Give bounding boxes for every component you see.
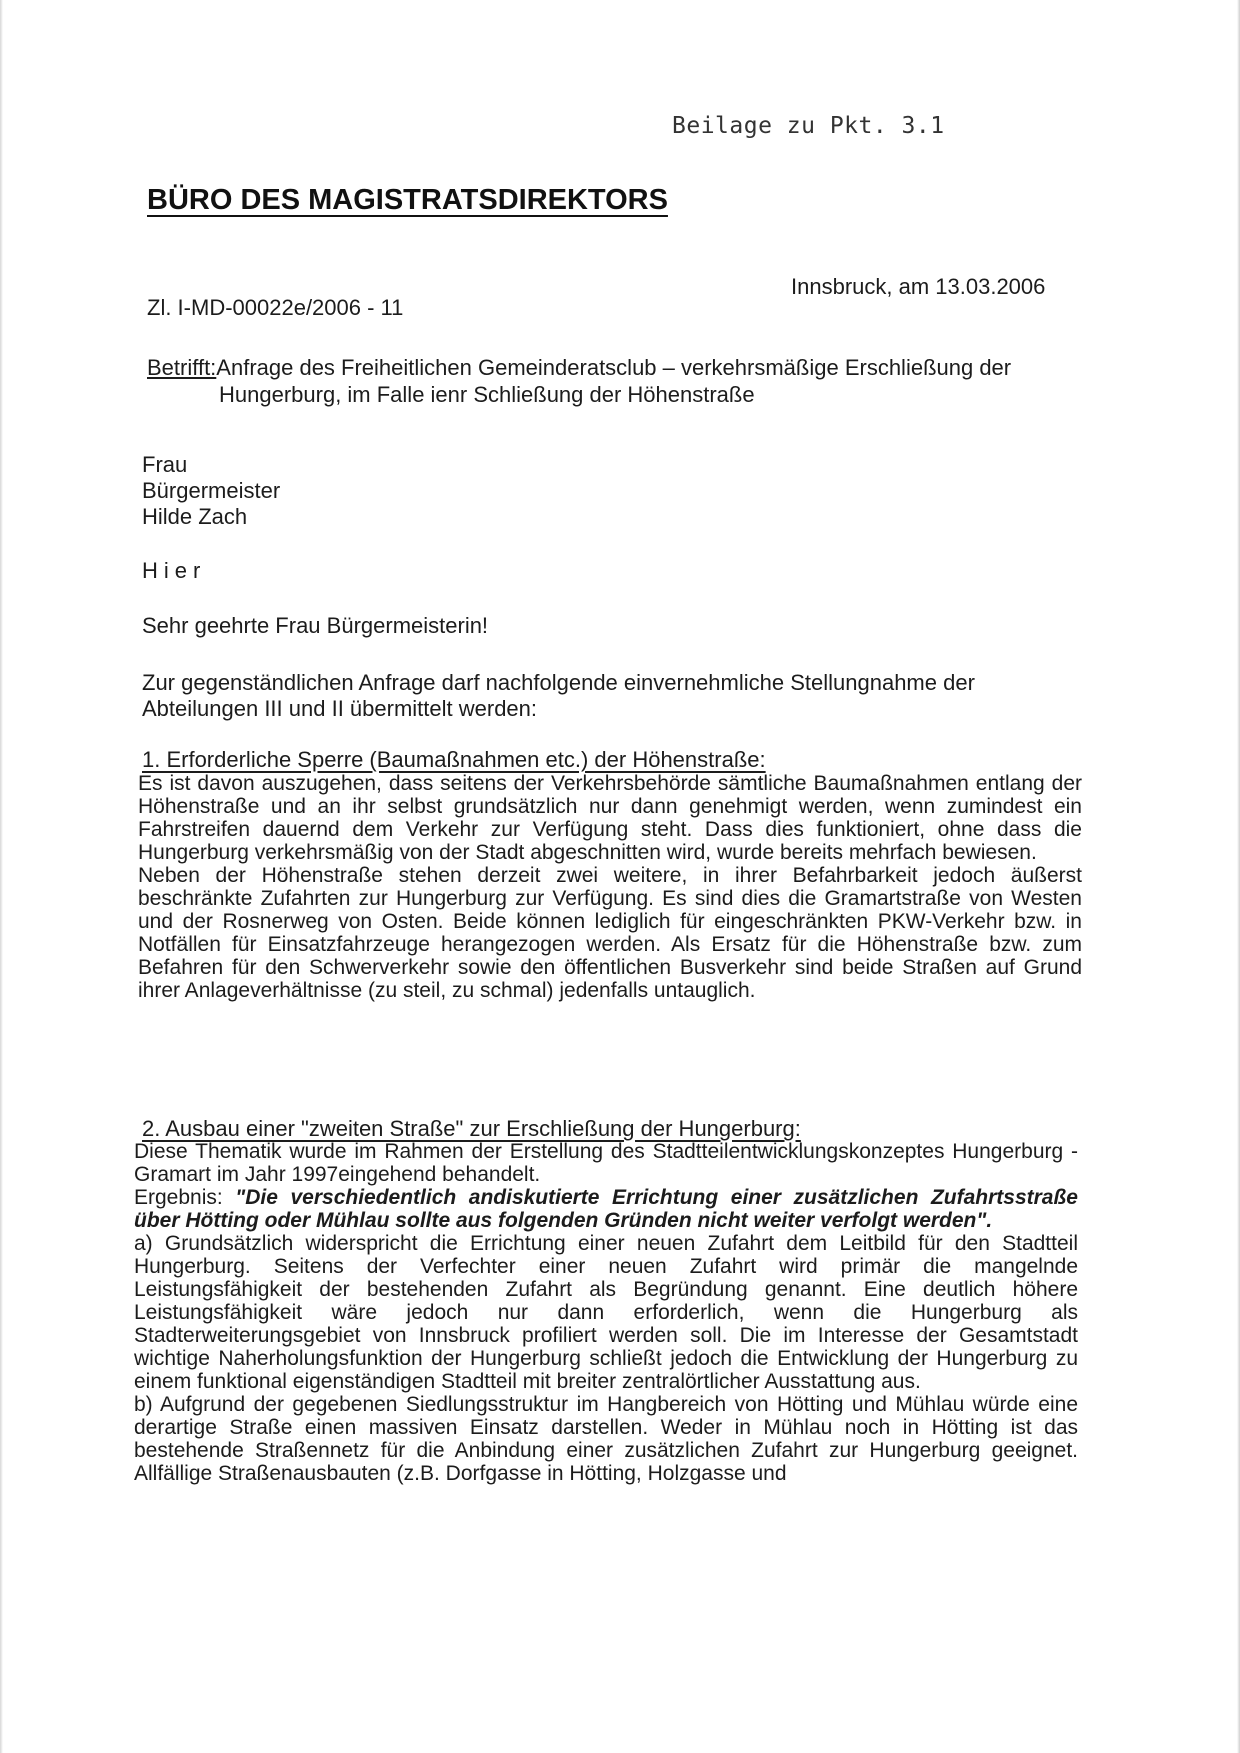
subject-line-2: Hungerburg, im Falle ienr Schließung der Höhenstraße: [219, 382, 755, 407]
section-2-paragraph-1: Diese Thematik wurde im Rahmen der Erstellung des Stadtteilentwicklungskonzeptes Hungerburg - Gramart im Jahr 1997eingehend behandelt.: [134, 1140, 1078, 1186]
section-1-paragraph-1: Es ist davon auszugehen, dass seitens der Verkehrsbehörde sämtliche Baumaßnahmen entlang der Höhenstraße und an ihr selbst grundsätzlich nur dann genehmigt werden, wenn zumindest ein Fahrstreifen dauernd dem Verkehr zur Verfügung steht. Dass dies funktioniert, ohne dass die Hungerburg verkehrsmäßig von der Stadt abgeschnitten wird, wurde bereits mehrfach bewiesen.: [138, 772, 1082, 864]
recipient-address: [142, 452, 280, 530]
result-quote: "Die verschiedentlich andiskutierte Errichtung einer zusätzlichen Zufahrtsstraße über Hötting oder Mühlau sollte aus folgenden Gründen nicht weiter verfolgt werden".: [134, 1186, 1078, 1232]
attachment-note: Beilage zu Pkt. 3.1: [672, 113, 945, 139]
section-1-body: [138, 772, 1082, 1002]
result-label: Ergebnis:: [134, 1186, 236, 1209]
letter-date: Innsbruck, am 13.03.2006: [791, 274, 1046, 299]
section-2-point-b: b) Aufgrund der gegebenen Siedlungsstruktur im Hangbereich von Hötting und Mühlau würde eine derartige Straße einen massiven Einsatz darstellen. Weder in Mühlau noch in Hötting ist das bestehende Straßennetz für die Anbindung einer zusätzlichen Zufahrt zur Hungerburg geeignet. Allfällige Straßenausbauten (z.B. Dorfgasse in Hötting, Holzgasse und: [134, 1393, 1078, 1485]
section-1-heading: 1. Erforderliche Sperre (Baumaßnahmen etc.) der Höhenstraße:: [142, 747, 766, 772]
scan-edge-left: [0, 0, 3, 1753]
recipient-line-3: Hilde Zach: [142, 504, 248, 529]
recipient-line-2: Bürgermeister: [142, 478, 281, 503]
subject-line-1: Anfrage des Freiheitlichen Gemeinderatsclub – verkehrsmäßige Erschließung der: [216, 355, 1012, 380]
subject-label: Betrifft:: [147, 355, 217, 380]
section-2-result: [134, 1186, 1078, 1232]
salutation: Sehr geehrte Frau Bürgermeisterin!: [142, 613, 489, 638]
office-title: BÜRO DES MAGISTRATSDIREKTORS: [147, 184, 668, 216]
reference-number: Zl. I-MD-00022e/2006 - 11: [147, 295, 404, 320]
recipient-line-1: Frau: [142, 452, 188, 477]
section-2-body: [134, 1140, 1078, 1485]
section-2-point-a: a) Grundsätzlich widerspricht die Errichtung einer neuen Zufahrt dem Leitbild für den Stadtteil Hungerburg. Seitens der Verfechter einer neuen Zufahrt wird primär die mangelnde Leistungsfähigkeit der bestehenden Zufahrt als Begründung genannt. Eine deutlich höhere Leistungsfähigkeit wäre jedoch nur dann erforderlich, wenn die Hungerburg als Stadterweiterungsgebiet von Innsbruck profiliert werden soll. Die im Interesse der Gesamtstadt wichtige Naherholungsfunktion der Hungerburg schließt jedoch die Entwicklung der Hungerburg zu einem funktional eigenständigen Stadtteil mit breiter zentralörtlicher Ausstattung aus.: [134, 1232, 1078, 1393]
recipient-location: Hier: [142, 558, 207, 583]
intro-paragraph: Zur gegenständlichen Anfrage darf nachfolgende einvernehmliche Stellungnahme der Abteilungen III und II übermittelt werden:: [142, 670, 975, 721]
section-2-heading: 2. Ausbau einer "zweiten Straße" zur Erschließung der Hungerburg:: [142, 1116, 801, 1141]
section-1-paragraph-2: Neben der Höhenstraße stehen derzeit zwei weitere, in ihrer Befahrbarkeit jedoch äußerst beschränkte Zufahrten zur Hungerburg zur Verfügung. Es sind dies die Gramartstraße von Westen und der Rosnerweg von Osten. Beide können lediglich für eingeschränkten PKW-Verkehr bzw. in Notfällen für Einsatzfahrzeuge herangezogen werden. Als Ersatz für die Höhenstraße bzw. zum Befahren für den Schwerverkehr sowie den öffentlichen Busverkehr sind beide Straßen auf Grund ihrer Anlageverhältnisse (zu steil, zu schmal) jedenfalls untauglich.: [138, 864, 1082, 1002]
subject-block: [147, 354, 1077, 408]
